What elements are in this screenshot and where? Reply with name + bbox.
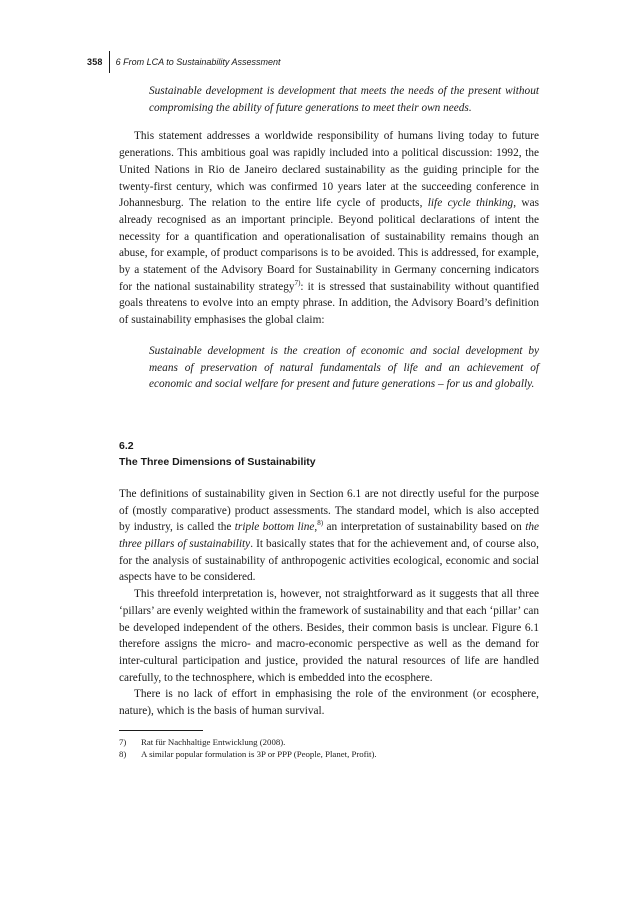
paragraph-text: an interpretation of sustainability based on xyxy=(323,521,526,534)
paragraph-text: . It basically states that for the achievement and, of course also, for the analysis of sustainability of anthropogenic activities ecological, economic and social aspects have to be considered. xyxy=(119,538,539,584)
paragraph-text: : it is stressed that sustainability without quantified goals threatens to evolve into an empty phrase. In addition, the Advisory Board’s definition of sustainability emphasises the global claim: xyxy=(119,280,539,327)
paragraph-text: , xyxy=(314,521,318,534)
section-title: The Three Dimensions of Sustainability xyxy=(119,455,316,468)
footnote-8 xyxy=(119,748,539,760)
footnote-ref-7[interactable]: 7) xyxy=(294,278,301,287)
paragraph-threefold: This threefold interpretation is, however, not straightforward as it suggests that all three ‘pillars’ are evenly weighted within the framework of sustainability and that each ‘pillar’ can be developed independent of the others. Besides, their common basis is unclear. Figure 6.1 therefore assigns the micro- and macro-economic perspective as well as the demand for inter-cultural participation and justice, provided the natural resources of life are handled carefully, to the technosphere, which is embedded into the ecosphere. xyxy=(119,588,539,684)
section-heading xyxy=(119,438,539,470)
header-divider xyxy=(109,51,110,73)
footnote-ref-8[interactable]: 8) xyxy=(317,519,324,528)
paragraph-definitions xyxy=(119,486,539,586)
paragraph-text: This statement addresses a worldwide responsibility of humans living today to future generations. This ambitious goal was rapidly included into a political discussion: 1992, the United Nations in Rio de Janeiro declared sustainability as the guiding principle for the twenty-first century, which was confirmed 10 years later at the succeeding conference in Johannesburg. The relation to the entire life cycle of products, xyxy=(119,130,539,210)
section-number: 6.2 xyxy=(119,439,134,452)
definition-quote-brundtland: Sustainable development is development that meets the needs of the present without compromising the ability of future generations to meet their own needs. xyxy=(149,85,539,114)
paragraph-text: , was already recognised as an important principle. Beyond political declarations of intent the necessity for a quantification and operationalisation of sustainability remains though an abuse, for example, of product comparisons is to be avoided. This is addressed, for example, by a statement of the Advisory Board for Sustainability in Germany concerning indicators for the national sustainability strategy xyxy=(119,197,539,293)
definition-quote-advisory-board: Sustainable development is the creation of economic and social development by means of preservation of natural fundamentals of life and an achievement of economic and social welfare for present and future generations – for us and globally. xyxy=(149,344,539,391)
footnote-text: A similar popular formulation is 3P or PPP (People, Planet, Profit). xyxy=(141,748,377,759)
paragraph-environment: There is no lack of effort in emphasising the role of the environment (or ecosphere, nature), which is the basis of human survival. xyxy=(119,688,539,718)
paragraph-statement xyxy=(119,128,539,328)
emphasis-three-pillars: the three pillars of sustainability xyxy=(119,521,539,551)
emphasis-life-cycle-thinking: life cycle thinking xyxy=(427,197,514,210)
paragraph-text: The definitions of sustainability given in Section 6.1 are not directly useful for the purpose of (mostly comparative) product assessments. The standard model, which is also accepted by industry, is called the xyxy=(119,487,539,534)
running-header xyxy=(87,50,281,74)
emphasis-triple-bottom-line: triple bottom line xyxy=(234,521,315,534)
footnote-divider xyxy=(119,730,203,731)
footnote-7 xyxy=(119,736,539,748)
body-text xyxy=(119,83,539,760)
page-number: 358 xyxy=(87,57,103,67)
footnote-number: 8) xyxy=(119,748,127,759)
footnote-number: 7) xyxy=(119,736,127,747)
footnote-text: Rat für Nachhaltige Entwicklung (2008). xyxy=(141,736,286,747)
running-title: 6 From LCA to Sustainability Assessment xyxy=(115,57,281,67)
